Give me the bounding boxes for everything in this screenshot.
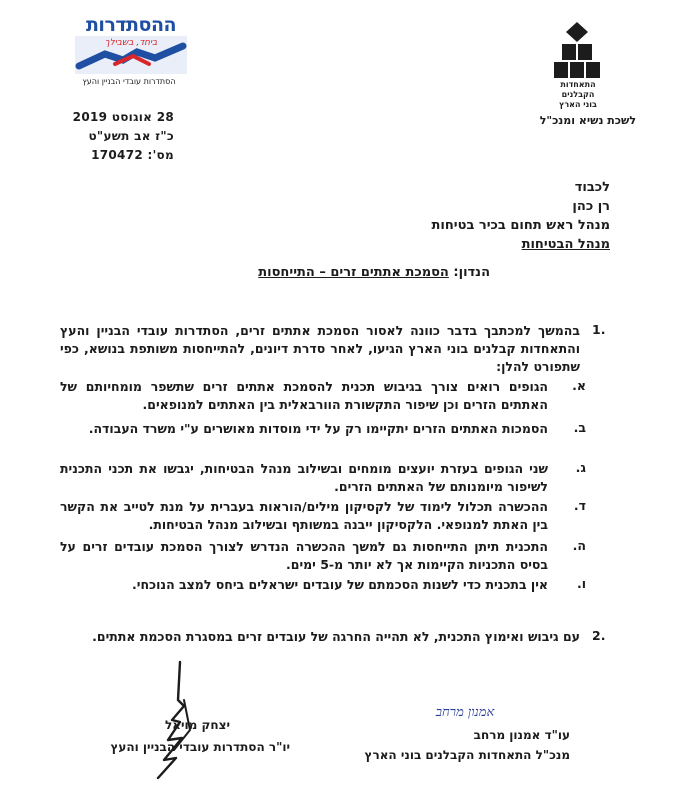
sub-item-letter: א. <box>572 378 586 393</box>
org-line-2: הקבלנים <box>561 90 595 99</box>
signer-left-title: מנכ"ל התאחדות הקבלנים בוני הארץ <box>364 748 570 762</box>
item-2-number: 2. <box>592 628 606 643</box>
histadrut-slogan: ביחד, בשבילך <box>104 38 158 48</box>
sub-item-text: התכנית תיתן התייחסות גם למשך ההכשרה הנדרש לצורך הסמכת עובדים זרים על בסיס התכניות הקיימות אך לא יותר מ-5 ימים. <box>60 539 548 572</box>
sub-item-letter: ד. <box>573 498 586 513</box>
org-line-3: בוני הארץ <box>559 100 597 109</box>
sub-item-letter: ה. <box>572 538 586 553</box>
sub-item-letter: ג. <box>575 460 586 475</box>
histadrut-logo <box>75 14 187 74</box>
handwritten-signature-blue: אמנון מרחב <box>435 705 495 720</box>
sub-item-text: הסמכות האתתים הזרים יתקיימו רק על ידי מוסדות מאושרים ע"י משרד העבודה. <box>88 421 548 436</box>
signer-right-title: יו"ר הסתדרות עובדי הבניין והעץ <box>110 740 290 754</box>
reference-number: מס': 170472 <box>91 148 174 162</box>
recipient-title: מנהל ראש תחום בכיר בטיחות <box>431 218 610 233</box>
histadrut-subtitle: הסתדרות עובדי הבניין והעץ <box>82 77 176 86</box>
office-label: לשכת נשיא ומנכ"ל <box>539 114 636 127</box>
histadrut-org-name: ההסתדרות <box>85 14 177 36</box>
org-line-1: התאחדות <box>560 80 596 89</box>
recipient-name: רן כהן <box>572 199 610 214</box>
sub-item-letter: ב. <box>573 420 586 435</box>
contractors-association-name <box>540 80 616 110</box>
date-gregorian: 28 אוגוסט 2019 <box>72 110 174 124</box>
contractors-association-logo-icon <box>548 20 606 80</box>
subject-line <box>180 265 490 280</box>
sub-item-text: שני הגופים בעזרת יועצים מומחים ובשילוב מנהל הבטיחות, יגבשו את תכני התכנית לשיפור מיומנותם של האתתים הזרים. <box>60 461 548 494</box>
signer-left-name: עו"ד אמנון מרחב <box>473 728 570 742</box>
sub-item-text: אין בתכנית כדי לשנות הסכמתם של עובדים ישראלים ביחס למצב הנוכחי. <box>132 577 548 592</box>
subject-prefix: הנדון: <box>453 265 490 280</box>
sub-item-letter: ו. <box>576 576 586 591</box>
date-hebrew: כ"ז אב תשע"ט <box>88 129 174 143</box>
sub-item-text: ההכשרה תכלול לימוד של לקסיקון מילים/הוראות בעברית על מנת לטייב את הקשר בין האתת למנופאי. הלקסיקון ייבנה במשותף ובשילוב מנהל הבטיחות. <box>60 499 548 532</box>
recipient-dept: מנהל הבטיחות <box>521 237 610 252</box>
signer-right-name: יצחק מויאל <box>165 718 230 732</box>
item-1-number: 1. <box>592 322 606 337</box>
item-2-text: עם גיבוש ואימוץ התכנית, לא תהייה החרגה של עובדים זרים במסגרת הסכמת אתתים. <box>92 629 580 644</box>
sub-item-text: הגופים רואים צורך בגיבוש תכנית להסמכת אתתים זרים שתשפר מומחיותם של האתתים הזרים וכן שיפור התקשורת הוורבאלית בין האתתים למנופאים. <box>60 379 548 412</box>
item-1-text: בהמשך למכתבך בדבר כוונה לאסור הסמכת אתתים זרים, הסתדרות עובדי הבניין והעץ והתאחדות קבלנים בוני הארץ הגיעו, לאחר סדרת דיונים, להתייחסות משותפת בנושא, כפי שתפורט להלן: <box>60 323 580 374</box>
subject-text: הסמכת אתתים זרים – התייחסות <box>258 265 449 280</box>
salutation: לכבוד <box>574 180 610 195</box>
